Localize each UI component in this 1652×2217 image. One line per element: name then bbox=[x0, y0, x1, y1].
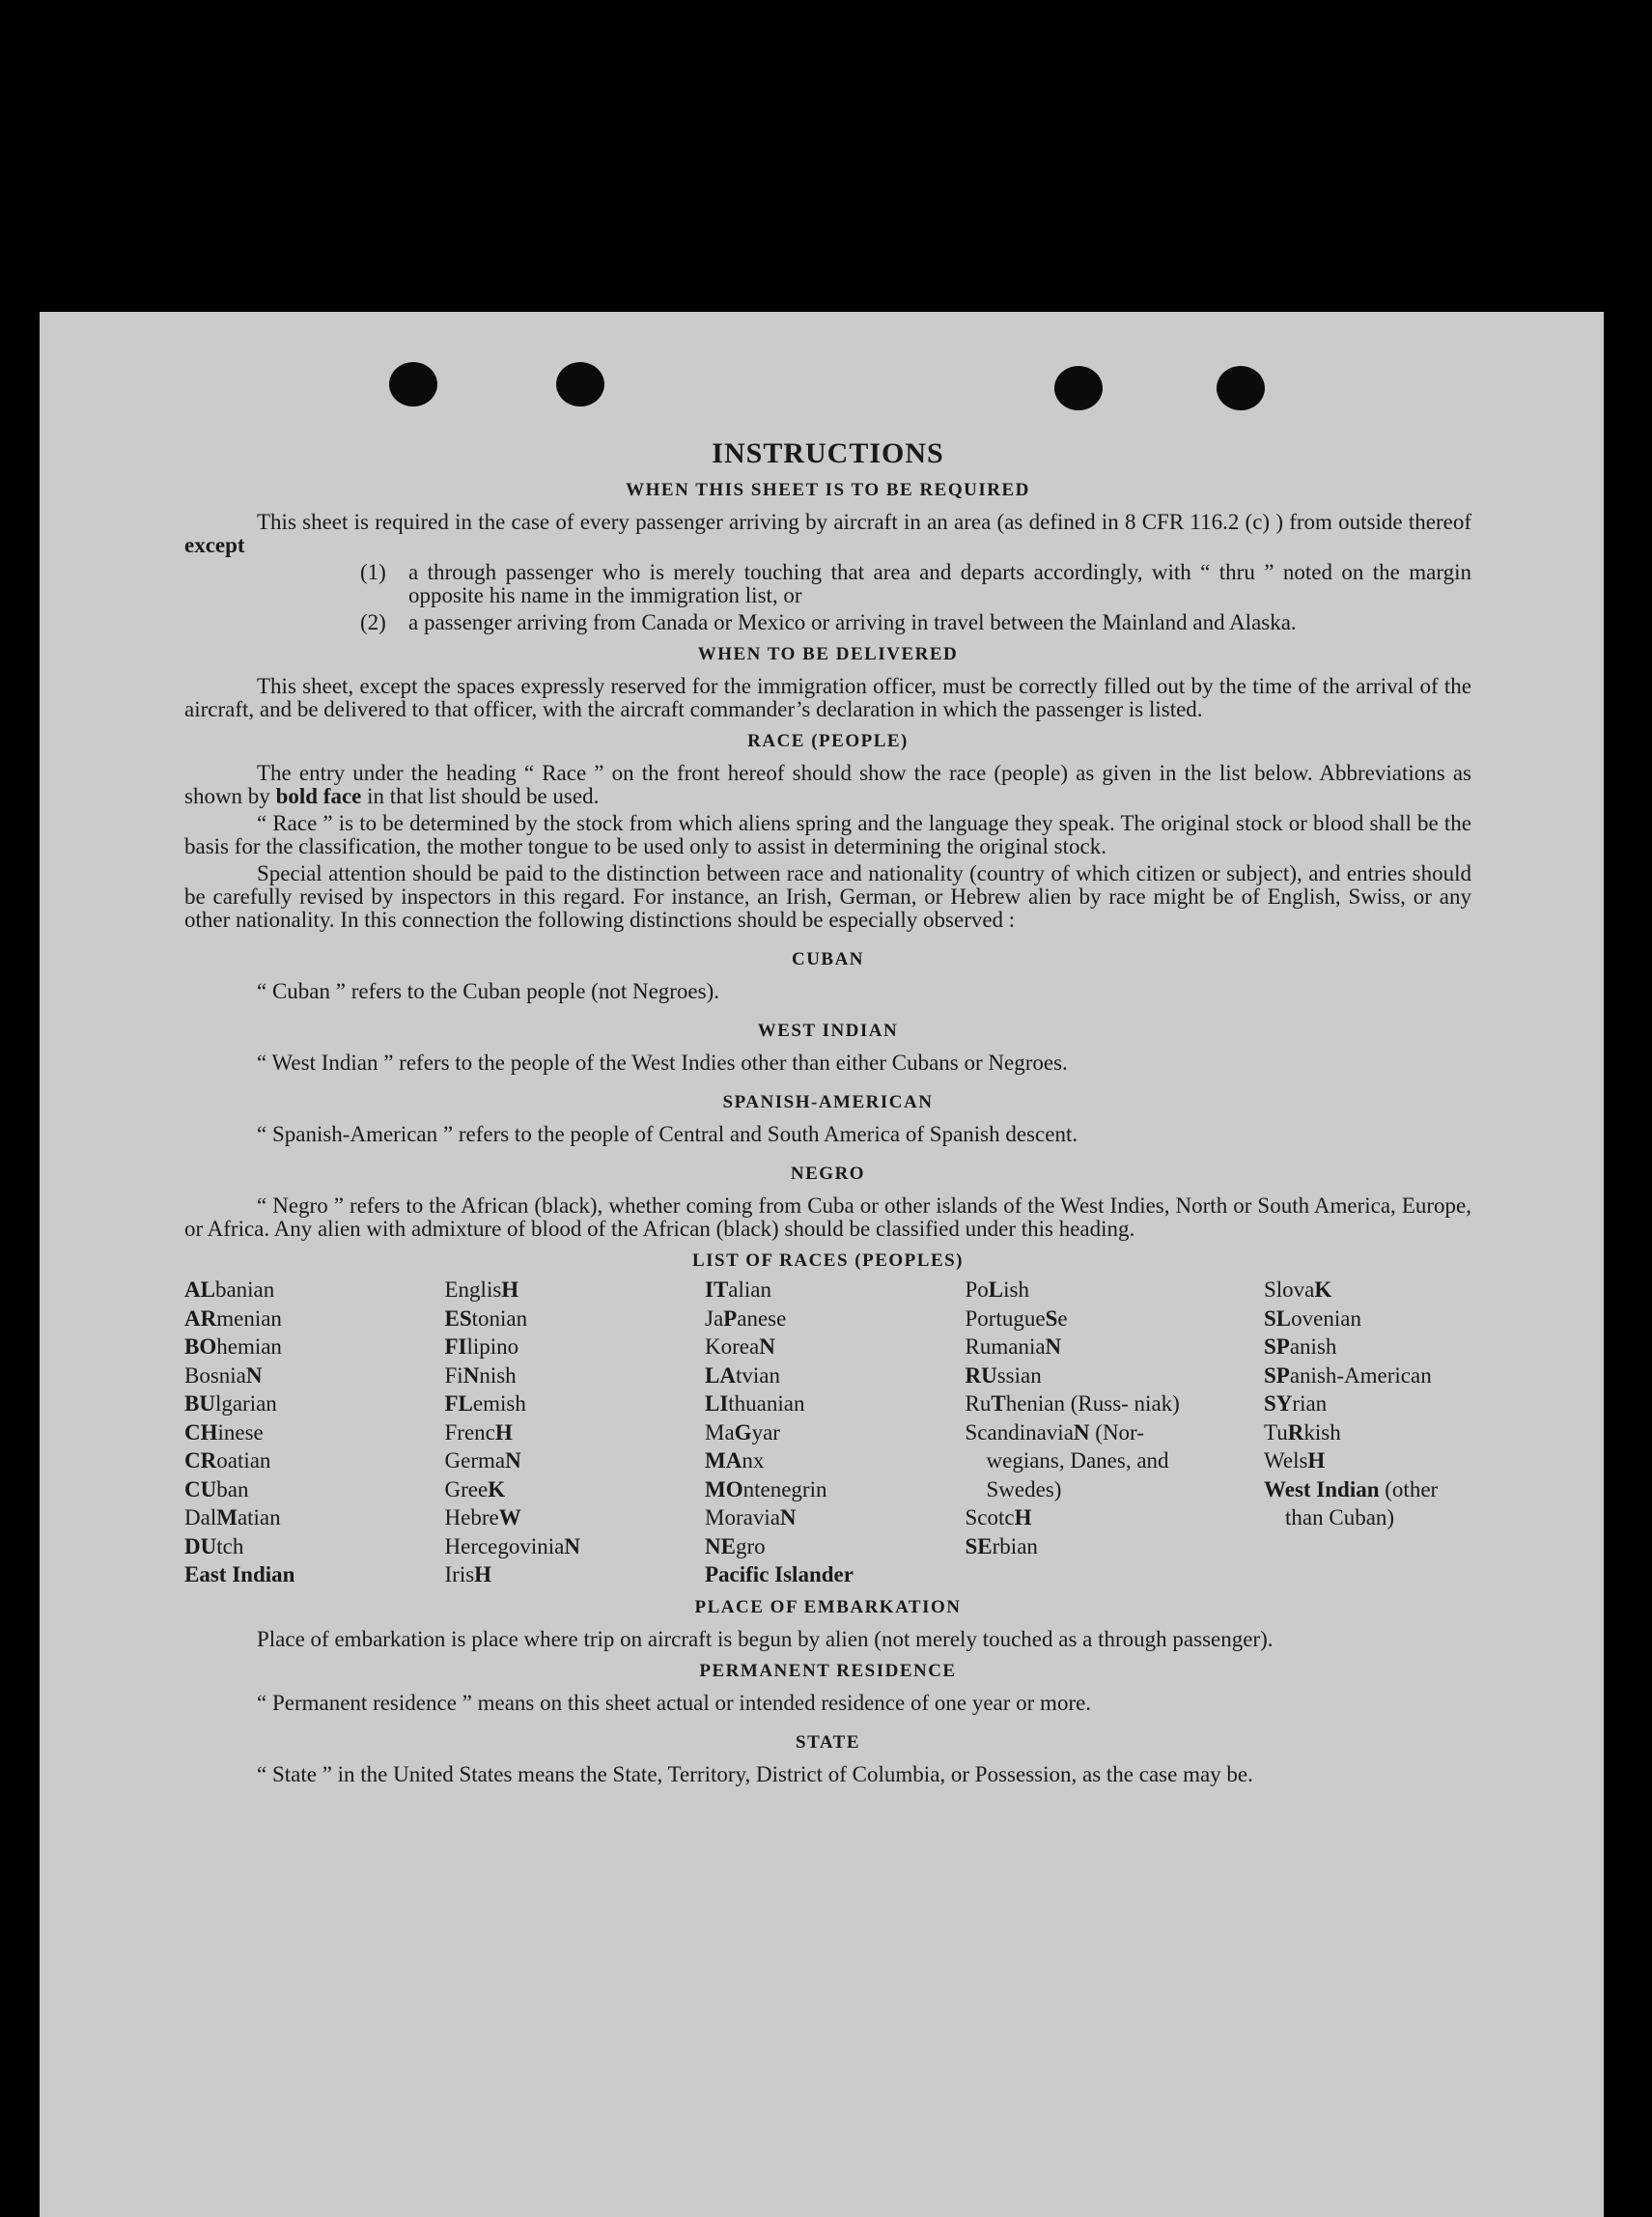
race-item: SYrian bbox=[1264, 1391, 1328, 1416]
race-paragraph-2: “ Race ” is to be determined by the stock from which aliens spring and the language they speak. The original stock or blood shall be the basis for the classification, the mother tongue to be used only to assist in determining the original stock. bbox=[184, 811, 1471, 858]
race-item: KoreaN bbox=[705, 1334, 775, 1359]
race-item: SPanish-American bbox=[1264, 1362, 1432, 1388]
race-item: ScotcH bbox=[965, 1505, 1032, 1529]
exception-item bbox=[184, 561, 1471, 607]
race-p1-bold: bold face bbox=[275, 784, 362, 808]
race-item: RUssian bbox=[965, 1362, 1042, 1388]
race-item: CHinese bbox=[184, 1419, 264, 1445]
section-heading-race: RACE (PEOPLE) bbox=[747, 731, 909, 751]
race-item: Pacific Islander bbox=[705, 1562, 854, 1586]
race-item: SlovaK bbox=[1264, 1277, 1332, 1302]
race-item: SErbian bbox=[965, 1533, 1038, 1558]
negro-definition: “ Negro ” refers to the African (black), whether coming from Cuba or other islands of the West Indies, North or South America, Europe, or Africa. Any alien with admixture of blood of the African (black) should be classified under this heading. bbox=[184, 1193, 1471, 1241]
race-item: EStonian bbox=[444, 1305, 528, 1331]
race-item: RumaniaN bbox=[965, 1334, 1062, 1359]
race-item: ARmenian bbox=[184, 1305, 282, 1331]
race-item: TuRkish bbox=[1264, 1419, 1341, 1445]
race-item: East Indian bbox=[184, 1562, 295, 1586]
section-heading-list-of-races: LIST OF RACES (PEOPLES) bbox=[691, 1250, 965, 1271]
race-item: HercegoviniaN bbox=[444, 1533, 581, 1558]
race-p1-text: The entry under the heading “ Race ” on the front hereof should show the race (people) as given in the list below. Abbreviations as shown by bbox=[184, 761, 1471, 808]
intro-bold-text: except bbox=[184, 533, 245, 557]
race-item: NEgro bbox=[705, 1533, 766, 1558]
race-item: FiNnish bbox=[444, 1362, 517, 1388]
race-item: FIlipino bbox=[444, 1334, 519, 1359]
document-sheet bbox=[40, 312, 1604, 2217]
race-p1-text-end: in that list should be used. bbox=[361, 784, 600, 808]
race-item: SLovenian bbox=[1264, 1305, 1361, 1331]
exception-number: (1) bbox=[360, 560, 386, 584]
embarkation-definition: Place of embarkation is place where trip on aircraft is begun by alien (not merely touched as a through passenger). bbox=[257, 1626, 1274, 1651]
section-heading-when-delivered: WHEN TO BE DELIVERED bbox=[697, 644, 959, 664]
races-column bbox=[1264, 1276, 1471, 1589]
section-heading-when-required: WHEN THIS SHEET IS TO BE REQUIRED bbox=[626, 480, 1030, 500]
race-item: WelsH bbox=[1264, 1448, 1326, 1473]
race-item: PortugueSe bbox=[965, 1305, 1068, 1331]
state-definition: “ State ” in the United States means the State, Territory, District of Columbia, or Possession, as the case may be. bbox=[257, 1761, 1253, 1786]
races-column bbox=[445, 1276, 648, 1589]
races-column bbox=[705, 1276, 908, 1589]
race-item: DUtch bbox=[184, 1533, 244, 1558]
punch-hole bbox=[389, 362, 437, 407]
race-item: EnglisH bbox=[444, 1277, 519, 1302]
race-item: FLemish bbox=[444, 1391, 526, 1416]
spanish-american-definition: “ Spanish-American ” refers to the people of Central and South America of Spanish descent. bbox=[257, 1122, 1078, 1146]
race-item: MoraviaN bbox=[705, 1505, 797, 1529]
race-item: DalMatian bbox=[184, 1505, 281, 1529]
page-title: INSTRUCTIONS bbox=[712, 437, 944, 469]
race-item: GermaN bbox=[444, 1448, 521, 1473]
race-item: CRoatian bbox=[184, 1448, 271, 1473]
race-item: BosniaN bbox=[184, 1362, 263, 1388]
race-item: BUlgarian bbox=[184, 1391, 277, 1416]
race-item: JaPanese bbox=[705, 1305, 787, 1331]
instructions-content bbox=[184, 437, 1471, 1790]
exception-text: a passenger arriving from Canada or Mexico or arriving in travel between the Mainland and Alaska. bbox=[408, 610, 1297, 634]
cuban-definition: “ Cuban ” refers to the Cuban people (not Negroes). bbox=[257, 979, 720, 1003]
punch-hole bbox=[1054, 366, 1103, 410]
permanent-residence-definition: “ Permanent residence ” means on this sheet actual or intended residence of one year or more. bbox=[257, 1690, 1092, 1715]
race-item: MAnx bbox=[705, 1448, 765, 1473]
race-item: LIthuanian bbox=[705, 1391, 805, 1416]
race-item: HebreW bbox=[444, 1505, 521, 1529]
when-delivered-text: This sheet, except the spaces expressly reserved for the immigration officer, must be correctly filled out by the time of the arrival of the aircraft, and be delivered to that officer, with the aircraft commander’s declaration in which the passenger is listed. bbox=[184, 674, 1471, 721]
races-column bbox=[966, 1276, 1207, 1589]
race-item: SPanish bbox=[1264, 1334, 1337, 1359]
section-heading-spanish-american: SPANISH-AMERICAN bbox=[722, 1092, 934, 1112]
intro-text: This sheet is required in the case of every passenger arriving by aircraft in an area (as defined in 8 CFR 116.2 (c) ) from outside thereof bbox=[257, 510, 1471, 534]
section-heading-permanent-residence: PERMANENT RESIDENCE bbox=[699, 1660, 957, 1681]
section-heading-state: STATE bbox=[796, 1731, 860, 1753]
punch-hole bbox=[556, 362, 604, 407]
race-item: FrencH bbox=[444, 1419, 513, 1445]
race-item: West Indian (other than Cuban) bbox=[1264, 1476, 1439, 1529]
race-paragraph-1 bbox=[184, 762, 1471, 808]
race-item: ALbanian bbox=[184, 1277, 275, 1302]
race-item: BOhemian bbox=[184, 1334, 282, 1359]
exception-number: (2) bbox=[360, 610, 386, 634]
exception-text: a through passenger who is merely touching that area and departs accordingly, with “ thru ” noted on the margin opposite his name in the immigration list, or bbox=[408, 560, 1471, 607]
race-item: PoLish bbox=[965, 1277, 1029, 1302]
west-indian-definition: “ West Indian ” refers to the people of the West Indies other than either Cubans or Negroes. bbox=[257, 1051, 1068, 1075]
list-of-races bbox=[184, 1276, 1471, 1589]
race-item: ITalian bbox=[705, 1277, 771, 1302]
race-item: GreeK bbox=[444, 1476, 506, 1501]
race-paragraph-3: Special attention should be paid to the distinction between race and nationality (country of which citizen or subject), and entries should be carefully revised by inspectors in this regard. For instance, an Irish, German, or Hebrew alien by race might be of English, Swiss, or any other nationality. In this connection the following distinctions should be especially observed : bbox=[184, 861, 1471, 932]
section-heading-embarkation: PLACE OF EMBARKATION bbox=[694, 1596, 962, 1617]
race-item: LAtvian bbox=[705, 1362, 780, 1388]
exception-item bbox=[184, 611, 1471, 634]
race-item: CUban bbox=[184, 1476, 249, 1501]
section-heading-negro: NEGRO bbox=[790, 1164, 866, 1184]
races-column bbox=[184, 1276, 387, 1589]
punch-hole bbox=[1217, 366, 1265, 410]
section-heading-west-indian: WEST INDIAN bbox=[757, 1021, 899, 1041]
race-item: RuThenian (Russ- niak) bbox=[965, 1391, 1180, 1416]
race-item: IrisH bbox=[444, 1562, 492, 1586]
race-item: MaGyar bbox=[705, 1419, 780, 1445]
section-heading-cuban: CUBAN bbox=[791, 949, 865, 969]
race-item: MOntenegrin bbox=[705, 1476, 827, 1501]
when-required-intro bbox=[184, 511, 1471, 557]
race-item: ScandinaviaN (Nor- wegians, Danes, and Swedes) bbox=[965, 1419, 1169, 1501]
